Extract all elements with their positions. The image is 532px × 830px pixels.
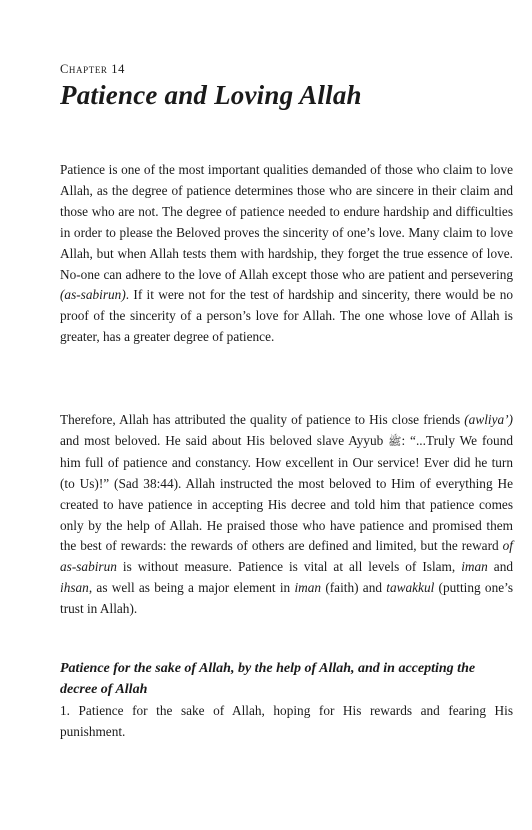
honorific-glyph-icon: ﷺ (388, 434, 402, 448)
paragraph-2-text-c: : “...Truly We found him full of patience and constancy. How excellent in Our service! Ever did he turn (to Us)!” (Sad 38:44). Allah instructed the most beloved to Him of everything He created to have patience in accepting His decree and told him that patience comes only by the help of Allah. He praised those who have patience and promised them the best of rewards: the rewards of others are defined and limited, but the reward (60, 432, 513, 554)
paragraph-1 (60, 160, 513, 348)
paragraph-2-text-f: , as well as being a major element in (88, 580, 295, 596)
chapter-title: Patience and Loving Allah (60, 80, 362, 110)
paragraph-1-text-rest: . If it were not for the test of hardship and sincerity, there would be no proof of the sincerity of a person’s love for Allah. The one whose love of Allah is greater, has a greater degree of patience. (60, 287, 513, 345)
paragraph-2-text-d: is without measure. Patience is vital at all levels of Islam, (116, 559, 462, 575)
term-iman-2: iman (294, 580, 322, 596)
section-subheading: Patience for the sake of Allah, by the help of Allah, and in accepting the decree of Allah (60, 661, 476, 697)
paragraph-2-text-b: and most beloved. He said about His beloved slave Ayyub (60, 432, 389, 448)
term-as-sabirun: (as-sabirun) (60, 287, 126, 303)
paragraph-2-text-h: (putting one’s trust in Allah). (60, 580, 513, 617)
paragraph-3: 1. Patience for the sake of Allah, hoping for His rewards and fearing His punishment. (60, 703, 513, 739)
chapter-label: Chapter 14 (60, 62, 125, 76)
term-of-as-sabirun: of as-sabirun (60, 538, 513, 575)
paragraph-2-text-g: (faith) and (321, 580, 387, 596)
paragraph-2-text-e: and (487, 559, 513, 575)
term-tawakkul: tawakkul (386, 580, 435, 596)
paragraph-1-text: Patience is one of the most important qualities demanded of those who claim to love Allah, as the degree of patience determines those who are sincere in their claim and those who are not. The degree of patience needed to endure hardship and difficulties in order to please the Beloved proves the sincerity of one’s love. Many claim to love Allah, but when Allah tests them with hardship, they forget the true essence of love. No-one can adhere to the love of Allah except those who are patient and persevering (60, 162, 513, 282)
paragraph-2-text-a: Therefore, Allah has attributed the quality of patience to His close friends (60, 412, 465, 427)
term-awliya: (awliya’) (464, 412, 513, 427)
term-iman: iman (461, 559, 488, 575)
term-ihsan: ihsan (60, 580, 89, 596)
paragraph-2 (60, 410, 513, 620)
